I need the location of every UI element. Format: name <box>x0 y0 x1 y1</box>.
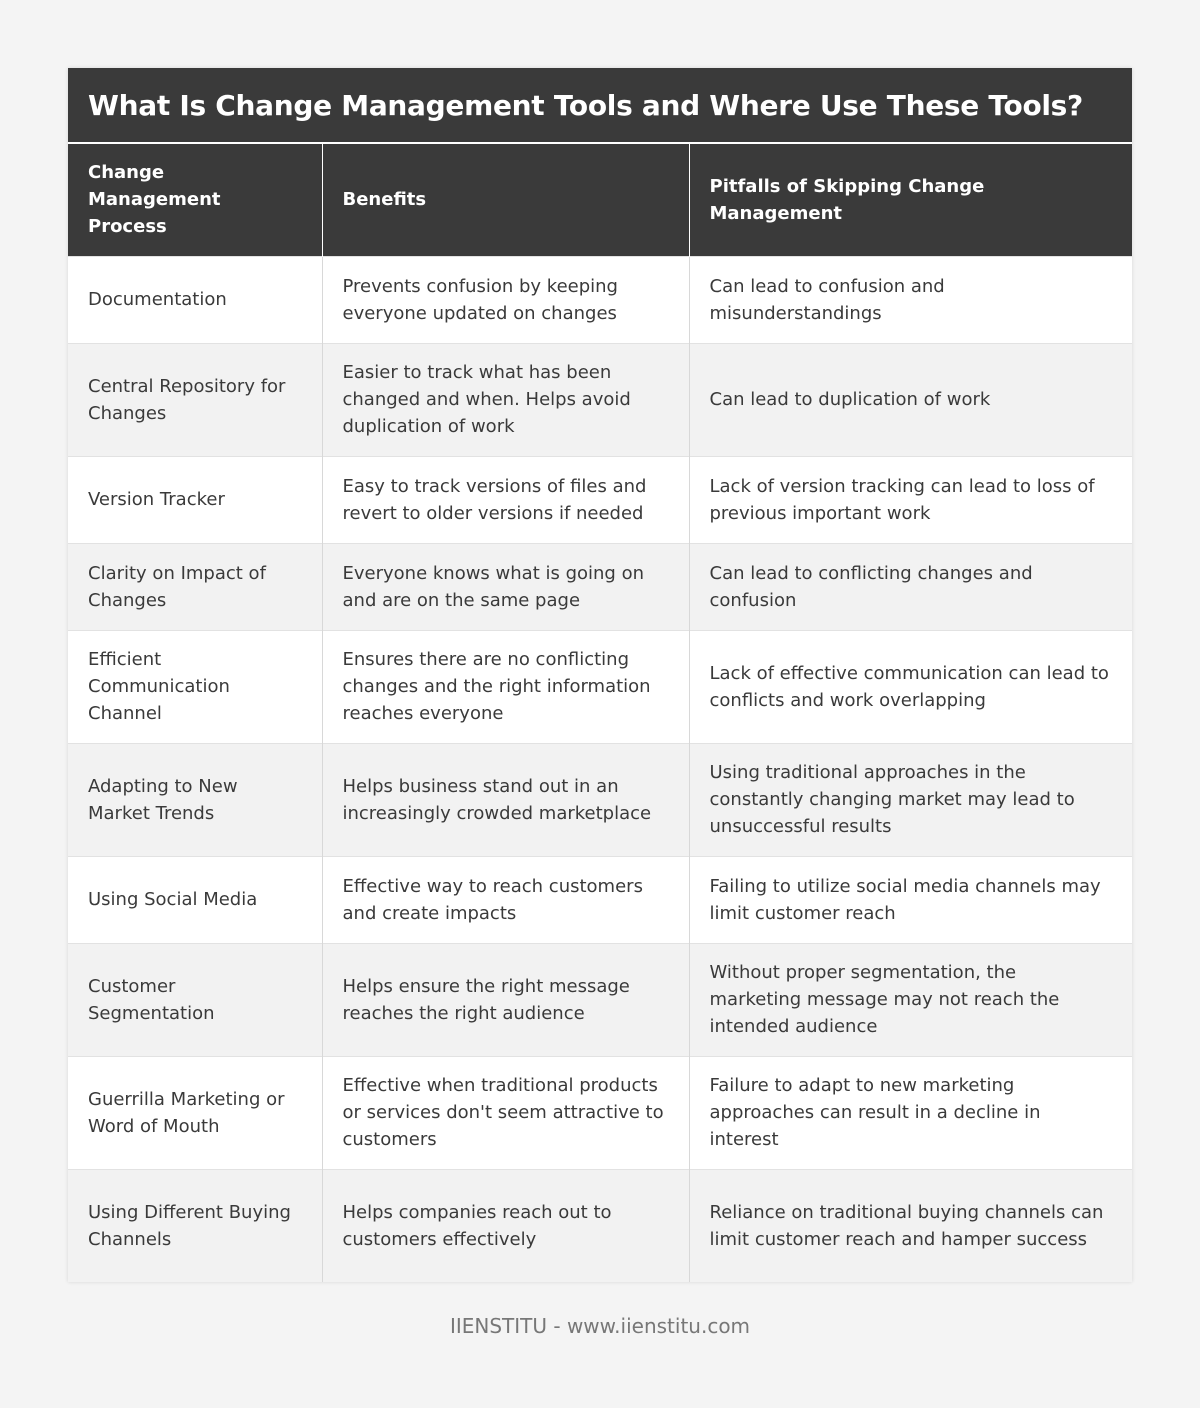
table-row <box>68 1169 1132 1282</box>
footer-credit: IIENSTITU - www.iienstitu.com <box>449 1314 751 1338</box>
cell-benefits: Easy to track versions of files and revert to older versions if needed <box>322 456 689 543</box>
cell-pitfalls: Can lead to duplication of work <box>689 343 1132 456</box>
cell-process: Using Social Media <box>68 856 322 943</box>
table-row <box>68 543 1132 630</box>
cell-pitfalls: Can lead to confusion and misunderstandings <box>689 256 1132 343</box>
cell-benefits: Effective when traditional products or services don't seem attractive to customers <box>322 1056 689 1169</box>
cell-process: Version Tracker <box>68 456 322 543</box>
table-row <box>68 630 1132 743</box>
cell-process: Using Different Buying Channels <box>68 1169 322 1282</box>
table-row <box>68 456 1132 543</box>
table-row <box>68 943 1132 1056</box>
cell-pitfalls: Failing to utilize social media channels may limit customer reach <box>689 856 1132 943</box>
cell-benefits: Effective way to reach customers and create impacts <box>322 856 689 943</box>
table-row <box>68 743 1132 856</box>
table-row <box>68 256 1132 343</box>
cell-pitfalls: Reliance on traditional buying channels can limit customer reach and hamper success <box>689 1169 1132 1282</box>
cell-process: Customer Segmentation <box>68 943 322 1056</box>
cell-process: Central Repository for Changes <box>68 343 322 456</box>
cell-benefits: Helps business stand out in an increasingly crowded marketplace <box>322 743 689 856</box>
cell-benefits: Ensures there are no conflicting changes and the right information reaches everyone <box>322 630 689 743</box>
page-title: What Is Change Management Tools and Where Use These Tools? <box>88 88 1083 122</box>
cell-benefits: Helps ensure the right message reaches the right audience <box>322 943 689 1056</box>
column-header-benefits: Benefits <box>322 144 689 256</box>
cell-pitfalls: Lack of version tracking can lead to loss of previous important work <box>689 456 1132 543</box>
cell-process: Adapting to New Market Trends <box>68 743 322 856</box>
cell-process: Efficient Communication Channel <box>68 630 322 743</box>
cell-process: Clarity on Impact of Changes <box>68 543 322 630</box>
table-row <box>68 1056 1132 1169</box>
cell-process: Guerrilla Marketing or Word of Mouth <box>68 1056 322 1169</box>
column-header-process: Change Management Process <box>68 144 322 256</box>
title-bar <box>68 68 1132 144</box>
cell-benefits: Everyone knows what is going on and are on the same page <box>322 543 689 630</box>
column-header-pitfalls: Pitfalls of Skipping Change Management <box>689 144 1132 256</box>
cell-benefits: Prevents confusion by keeping everyone updated on changes <box>322 256 689 343</box>
change-management-table <box>68 144 1132 1282</box>
cell-pitfalls: Failure to adapt to new marketing approaches can result in a decline in interest <box>689 1056 1132 1169</box>
cell-pitfalls: Can lead to conflicting changes and confusion <box>689 543 1132 630</box>
cell-pitfalls: Lack of effective communication can lead to conflicts and work overlapping <box>689 630 1132 743</box>
cell-pitfalls: Without proper segmentation, the marketing message may not reach the intended audience <box>689 943 1132 1056</box>
cell-benefits: Helps companies reach out to customers effectively <box>322 1169 689 1282</box>
table-card <box>68 68 1132 1282</box>
cell-process: Documentation <box>68 256 322 343</box>
table-row <box>68 343 1132 456</box>
table-row <box>68 856 1132 943</box>
cell-benefits: Easier to track what has been changed and when. Helps avoid duplication of work <box>322 343 689 456</box>
cell-pitfalls: Using traditional approaches in the constantly changing market may lead to unsuccessful results <box>689 743 1132 856</box>
table-header-row <box>68 144 1132 256</box>
